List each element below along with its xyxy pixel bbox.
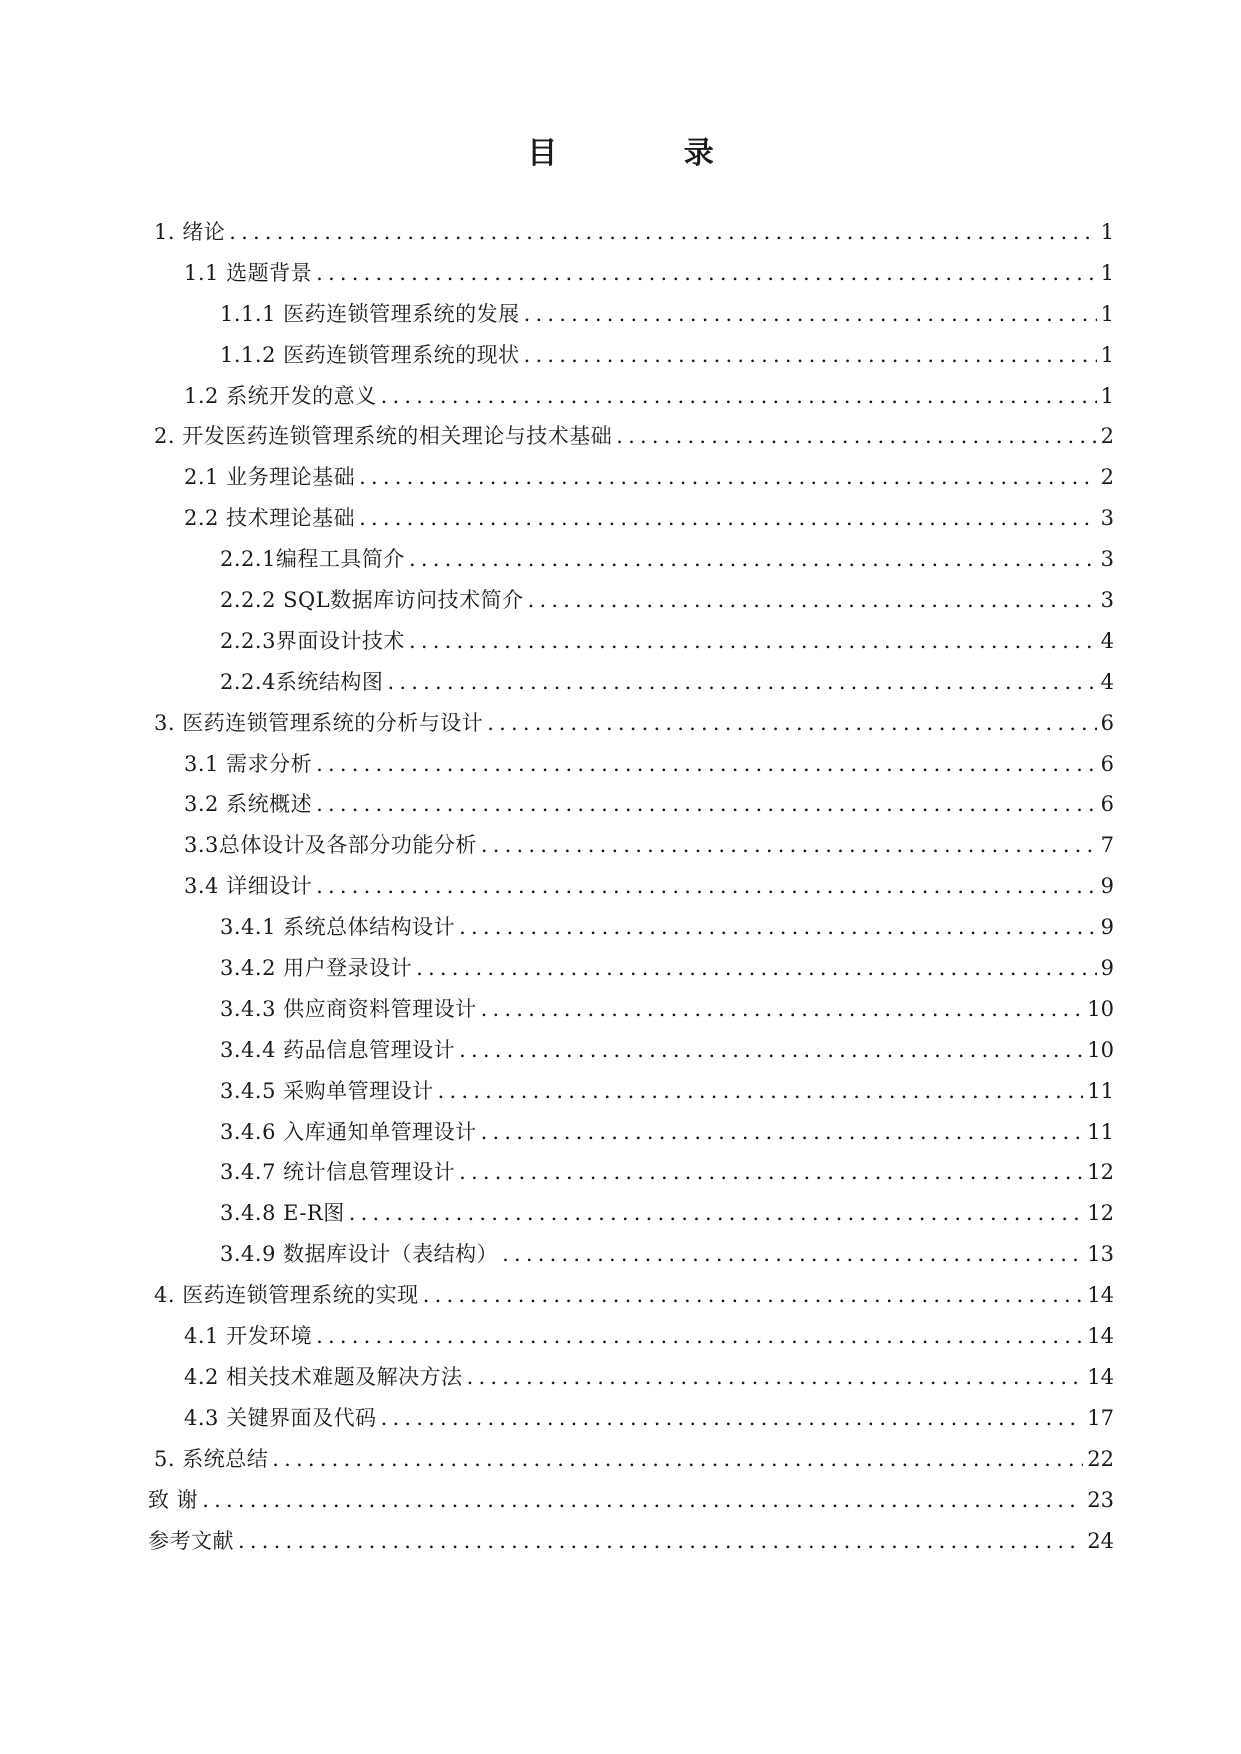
toc-entry[interactable]	[148, 948, 1114, 989]
toc-entry-label: 1. 绪论	[154, 220, 226, 244]
toc-dot-leader	[316, 1316, 1083, 1357]
toc-entry-label: 2.2.3界面设计技术	[220, 628, 405, 653]
toc-dot-leader	[316, 784, 1097, 825]
toc-entry-page-number: 6	[1100, 792, 1114, 817]
toc-entry-label: 3.4.9 数据库设计（表结构）	[220, 1242, 499, 1267]
toc-entry[interactable]	[148, 376, 1114, 417]
toc-entry[interactable]	[148, 662, 1114, 703]
toc-entry-page-number: 2	[1100, 424, 1114, 449]
toc-entry-label: 4.2 相关技术难题及解决方法	[184, 1364, 463, 1389]
toc-dot-leader	[524, 335, 1097, 376]
toc-entry-label: 2.1 业务理论基础	[184, 465, 356, 490]
toc-entry-page-number: 9	[1100, 874, 1114, 899]
toc-entry-label: 5. 系统总结	[154, 1446, 269, 1471]
toc-entry-page-number: 9	[1100, 915, 1114, 940]
toc-entry[interactable]	[148, 784, 1114, 825]
toc-entry[interactable]	[148, 1439, 1114, 1480]
toc-dot-leader	[409, 539, 1097, 580]
toc-entry-label: 2.2 技术理论基础	[184, 506, 356, 531]
toc-dot-leader	[416, 948, 1097, 989]
toc-entry-page-number: 1	[1100, 342, 1114, 367]
toc-dot-leader	[381, 376, 1097, 417]
toc-entry-page-number: 9	[1100, 956, 1114, 981]
toc-dot-leader	[528, 580, 1097, 621]
toc-dot-leader	[438, 1071, 1084, 1112]
toc-entry-label: 4. 医药连锁管理系统的实现	[154, 1283, 419, 1308]
toc-entry-page-number: 14	[1087, 1364, 1114, 1389]
toc-entry-page-number: 2	[1100, 465, 1114, 490]
toc-entry-page-number: 13	[1087, 1242, 1114, 1267]
toc-entry-label: 参考文献	[148, 1528, 234, 1553]
toc-dot-leader	[459, 1030, 1083, 1071]
toc-entry[interactable]	[148, 989, 1114, 1030]
toc-dot-leader	[316, 744, 1097, 785]
toc-entry[interactable]	[148, 1521, 1114, 1562]
toc-entry[interactable]	[148, 866, 1114, 907]
toc-entry[interactable]	[148, 1357, 1114, 1398]
toc-dot-leader	[387, 662, 1096, 703]
toc-entry[interactable]	[148, 1480, 1114, 1521]
toc-entry-page-number: 12	[1087, 1160, 1114, 1185]
toc-dot-leader	[349, 1193, 1084, 1234]
toc-dot-leader	[481, 1112, 1084, 1153]
toc-entry[interactable]	[148, 1193, 1114, 1234]
toc-entry[interactable]	[148, 294, 1114, 335]
toc-dot-leader	[229, 212, 1096, 253]
toc-entry[interactable]	[148, 1234, 1114, 1275]
toc-dot-leader	[459, 907, 1097, 948]
toc-dot-leader	[272, 1439, 1083, 1480]
toc-entry-label: 2.2.4系统结构图	[220, 669, 384, 694]
toc-entry-label: 3.2 系统概述	[184, 792, 313, 817]
page-title: 目 录	[527, 136, 772, 171]
toc-entry-page-number: 1	[1100, 301, 1114, 326]
toc-entry-page-number: 12	[1087, 1201, 1114, 1226]
toc-dot-leader	[359, 457, 1097, 498]
toc-dot-leader	[316, 866, 1097, 907]
toc-entry[interactable]	[148, 416, 1114, 457]
toc-entry[interactable]	[148, 744, 1114, 785]
toc-entry-page-number: 4	[1100, 669, 1114, 694]
toc-dot-leader	[481, 989, 1084, 1030]
toc-entry-page-number: 3	[1100, 547, 1114, 572]
toc-entry[interactable]	[148, 539, 1114, 580]
toc-entry-page-number: 14	[1087, 1283, 1114, 1308]
toc-dot-leader	[467, 1357, 1084, 1398]
toc-entry[interactable]	[148, 621, 1114, 662]
toc-entry-label: 1.1 选题背景	[184, 260, 313, 285]
toc-entry-page-number: 11	[1087, 1119, 1114, 1144]
toc-entry-label: 3.4.6 入库通知单管理设计	[220, 1119, 477, 1144]
toc-entry[interactable]	[148, 498, 1114, 539]
toc-entry-page-number: 10	[1087, 996, 1114, 1021]
toc-entry-label: 3.4.1 系统总体结构设计	[220, 915, 456, 940]
toc-entry-label: 3.4.3 供应商资料管理设计	[220, 996, 477, 1021]
toc-entry-label: 1.1.1 医药连锁管理系统的发展	[220, 301, 520, 326]
toc-entry-label: 3.4.4 药品信息管理设计	[220, 1037, 456, 1062]
toc-dot-leader	[616, 416, 1096, 457]
toc-dot-leader	[359, 498, 1097, 539]
toc-entry-label: 1.1.2 医药连锁管理系统的现状	[220, 342, 520, 367]
toc-dot-leader	[502, 1234, 1083, 1275]
toc-entry-page-number: 3	[1100, 588, 1114, 613]
toc-entry-label: 2. 开发医药连锁管理系统的相关理论与技术基础	[154, 424, 613, 449]
table-of-contents	[148, 212, 1114, 1561]
toc-dot-leader	[381, 1398, 1084, 1439]
toc-entry-page-number: 17	[1087, 1405, 1114, 1430]
toc-entry-page-number: 6	[1100, 710, 1114, 735]
toc-entry-page-number: 1	[1100, 220, 1114, 244]
toc-entry-label: 3.1 需求分析	[184, 751, 313, 776]
toc-entry-label: 3.4.5 采购单管理设计	[220, 1078, 434, 1103]
toc-entry-label: 3.3总体设计及各部分功能分析	[184, 833, 477, 858]
toc-entry-label: 3. 医药连锁管理系统的分析与设计	[154, 710, 484, 735]
toc-entry[interactable]	[148, 703, 1114, 744]
toc-entry-page-number: 7	[1100, 833, 1114, 858]
toc-entry[interactable]	[148, 580, 1114, 621]
toc-entry-label: 4.1 开发环境	[184, 1324, 313, 1349]
toc-entry-label: 4.3 关键界面及代码	[184, 1405, 377, 1430]
toc-dot-leader	[202, 1480, 1083, 1521]
toc-entry-page-number: 10	[1087, 1037, 1114, 1062]
toc-entry[interactable]	[148, 457, 1114, 498]
toc-entry-label: 3.4.8 E-R图	[220, 1201, 345, 1226]
toc-entry[interactable]	[148, 825, 1114, 866]
toc-entry[interactable]	[148, 1030, 1114, 1071]
toc-entry[interactable]	[148, 1071, 1114, 1112]
toc-entry-page-number: 24	[1087, 1528, 1114, 1553]
toc-entry[interactable]	[148, 907, 1114, 948]
toc-entry-label: 致 谢	[148, 1487, 199, 1512]
toc-dot-leader	[423, 1275, 1084, 1316]
toc-entry-page-number: 22	[1087, 1446, 1114, 1471]
toc-dot-leader	[316, 253, 1097, 294]
toc-entry-page-number: 6	[1100, 751, 1114, 776]
toc-dot-leader	[238, 1521, 1083, 1562]
toc-entry[interactable]	[148, 253, 1114, 294]
toc-entry-page-number: 1	[1100, 260, 1114, 285]
toc-entry-label: 3.4.2 用户登录设计	[220, 956, 413, 981]
toc-dot-leader	[459, 1152, 1083, 1193]
toc-entry-page-number: 3	[1100, 506, 1114, 531]
toc-entry-label: 3.4 详细设计	[184, 874, 313, 899]
toc-dot-leader	[524, 294, 1097, 335]
toc-entry-label: 3.4.7 统计信息管理设计	[220, 1160, 456, 1185]
toc-entry[interactable]	[148, 1398, 1114, 1439]
toc-entry-page-number: 14	[1087, 1324, 1114, 1349]
toc-dot-leader	[409, 621, 1097, 662]
toc-entry-page-number: 1	[1100, 383, 1114, 408]
toc-entry[interactable]	[148, 1316, 1114, 1357]
toc-dot-leader	[481, 825, 1097, 866]
toc-entry-page-number: 23	[1087, 1487, 1114, 1512]
toc-entry-label: 1.2 系统开发的意义	[184, 383, 377, 408]
toc-entry[interactable]	[148, 1275, 1114, 1316]
toc-entry-label: 2.2.2 SQL数据库访问技术简介	[220, 588, 524, 613]
toc-entry-page-number: 11	[1087, 1078, 1114, 1103]
toc-entry[interactable]	[148, 1112, 1114, 1153]
toc-entry[interactable]	[148, 1152, 1114, 1193]
toc-dot-leader	[487, 703, 1096, 744]
toc-entry-label: 2.2.1编程工具简介	[220, 547, 405, 572]
toc-entry[interactable]	[148, 335, 1114, 376]
toc-entry[interactable]	[148, 212, 1114, 253]
toc-entry-page-number: 4	[1100, 628, 1114, 653]
